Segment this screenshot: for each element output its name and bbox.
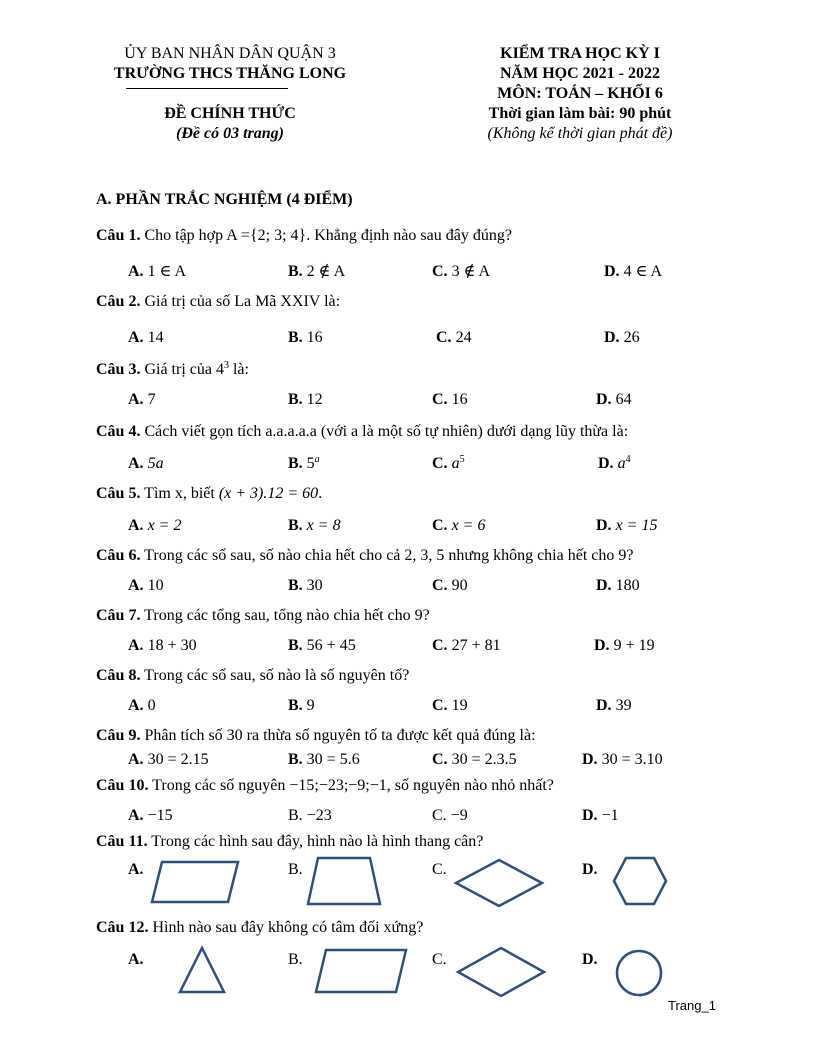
header-left-official: ĐỀ CHÍNH THỨC [164, 105, 296, 122]
q4-option-b: B. 5$^a$ [288, 454, 320, 472]
q5-option-d: D. x = 15 [596, 517, 658, 534]
question-11: Câu 11. Trong các hình sau đây, hình nào là hình thang cân? [96, 833, 484, 850]
q4-option-c: C. $a^5$ [432, 454, 465, 472]
q6-option-a: A. 10 [128, 577, 164, 594]
q12-option-b-key: B. [288, 951, 303, 968]
hexagon-shape [612, 856, 668, 906]
parallelogram-shape [150, 860, 240, 904]
header-left-line1: ỦY BAN NHÂN DÂN QUẬN 3 [124, 45, 336, 62]
q8-option-a: A. 0 [128, 697, 156, 714]
q4-option-d: D. $a^4$ [598, 454, 631, 472]
rhombus-shape [454, 858, 544, 908]
q10-option-d: D. −1 [582, 807, 619, 824]
q9-option-a: A. 30 = 2.15 [128, 751, 209, 768]
question-6: Câu 6. Trong các số sau, số nào chia hết cho cả 2, 3, 5 nhưng không chia hết cho 9? [96, 547, 634, 564]
q3-option-c: C. 16 [432, 391, 468, 408]
q6-option-d: D. 180 [596, 577, 640, 594]
q10-option-a: A. −15 [128, 807, 173, 824]
question-10: Câu 10. Trong các số nguyên −15;−23;−9;−1, số nguyên nào nhỏ nhất? [96, 777, 554, 794]
q9-option-d: D. 30 = 3.10 [582, 751, 663, 768]
q5-option-b: B. x = 8 [288, 517, 341, 534]
q3-option-b: B. 12 [288, 391, 323, 408]
q8-option-b: B. 9 [288, 697, 315, 714]
q9-option-c: C. 30 = 2.3.5 [432, 751, 517, 768]
q7-option-a: A. 18 + 30 [128, 637, 197, 654]
header-right-subject: MÔN: TOÁN – KHỐI 6 [497, 85, 663, 102]
q11-option-a-key: A. [128, 861, 144, 878]
q6-option-b: B. 30 [288, 577, 323, 594]
q2-option-d: D. 26 [604, 329, 640, 346]
q9-option-b: B. 30 = 5.6 [288, 751, 360, 768]
question-text: Cho tập hợp A ={2; 3; 4}. Khẳng định nào sau đây đúng? [144, 227, 512, 244]
q2-option-b: B. 16 [288, 329, 323, 346]
q10-option-c: C. −9 [432, 807, 468, 824]
question-9: Câu 9. Phân tích số 30 ra thừa số nguyên tố ta được kết quả đúng là: [96, 727, 536, 744]
q12-option-a-key: A. [128, 951, 144, 968]
header-right-note: (Không kể thời gian phát đề) [487, 125, 673, 142]
power-expression: $4^3$ [215, 360, 229, 378]
q7-option-d: D. 9 + 19 [594, 637, 655, 654]
page-number: Trang_1 [668, 998, 716, 1013]
q7-option-b: B. 56 + 45 [288, 637, 356, 654]
q1-option-d: D. 4 ∈ A [604, 263, 663, 280]
header-left-pages: (Đề có 03 trang) [176, 125, 284, 142]
q2-option-c: C. 24 [436, 329, 472, 346]
q3-option-d: D. 64 [596, 391, 632, 408]
q8-option-d: D. 39 [596, 697, 632, 714]
q6-option-c: C. 90 [432, 577, 468, 594]
q7-option-c: C. 27 + 81 [432, 637, 501, 654]
header-right-year: NĂM HỌC 2021 - 2022 [500, 65, 660, 82]
q11-option-b-key: B. [288, 861, 303, 878]
parallelogram-shape [314, 948, 408, 994]
q4-option-a: A. 5a [128, 455, 164, 472]
question-label: Câu 1. [96, 227, 141, 244]
triangle-shape [178, 946, 226, 994]
rhombus-shape [456, 946, 546, 998]
isosceles-trapezoid-shape [306, 856, 382, 906]
q11-option-c-key: C. [432, 861, 447, 878]
q3-option-a: A. 7 [128, 391, 156, 408]
q5-option-c: C. x = 6 [432, 517, 486, 534]
equation: (x + 3).12 = 60 [218, 485, 319, 502]
q1-option-a: A. 1 ∈ A [128, 263, 187, 280]
circle-shape [614, 948, 664, 998]
question-5: Câu 5. Tìm x, biết (x + 3).12 = 60. [96, 485, 323, 502]
q2-option-a: A. 14 [128, 329, 164, 346]
question-2: Câu 2. Giá trị của số La Mã XXIV là: [96, 293, 341, 310]
header-right-line1: KIỂM TRA HỌC KỲ I [500, 45, 660, 62]
q10-option-b: B. −23 [288, 807, 332, 824]
q1-option-c: C. 3 ∉ A [432, 263, 491, 280]
q8-option-c: C. 19 [432, 697, 468, 714]
integer-list: −15;−23;−9;−1 [289, 777, 387, 794]
q11-option-d-key: D. [582, 861, 598, 878]
header-left-underline [126, 88, 288, 89]
question-3: Câu 3. Giá trị của $4^3$ là: [96, 360, 249, 378]
question-4: Câu 4. Cách viết gọn tích a.a.a.a.a (với a là một số tự nhiên) dưới dạng lũy thừa là: [96, 423, 629, 440]
question-8: Câu 8. Trong các số sau, số nào là số nguyên tố? [96, 667, 410, 684]
question-12: Câu 12. Hình nào sau đây không có tâm đối xứng? [96, 919, 424, 936]
header-left-school: TRƯỜNG THCS THĂNG LONG [113, 65, 347, 82]
q1-option-b: B. 2 ∉ A [288, 263, 346, 280]
question-7: Câu 7. Trong các tổng sau, tổng nào chia hết cho 9? [96, 607, 430, 624]
question-1 [96, 226, 512, 246]
header-right-time: Thời gian làm bài: 90 phút [488, 105, 672, 122]
section-title: A. PHẦN TRẮC NGHIỆM (4 ĐIỂM) [96, 191, 353, 208]
q12-option-c-key: C. [432, 951, 447, 968]
q5-option-a: A. x = 2 [128, 517, 182, 534]
q12-option-d-key: D. [582, 951, 598, 968]
